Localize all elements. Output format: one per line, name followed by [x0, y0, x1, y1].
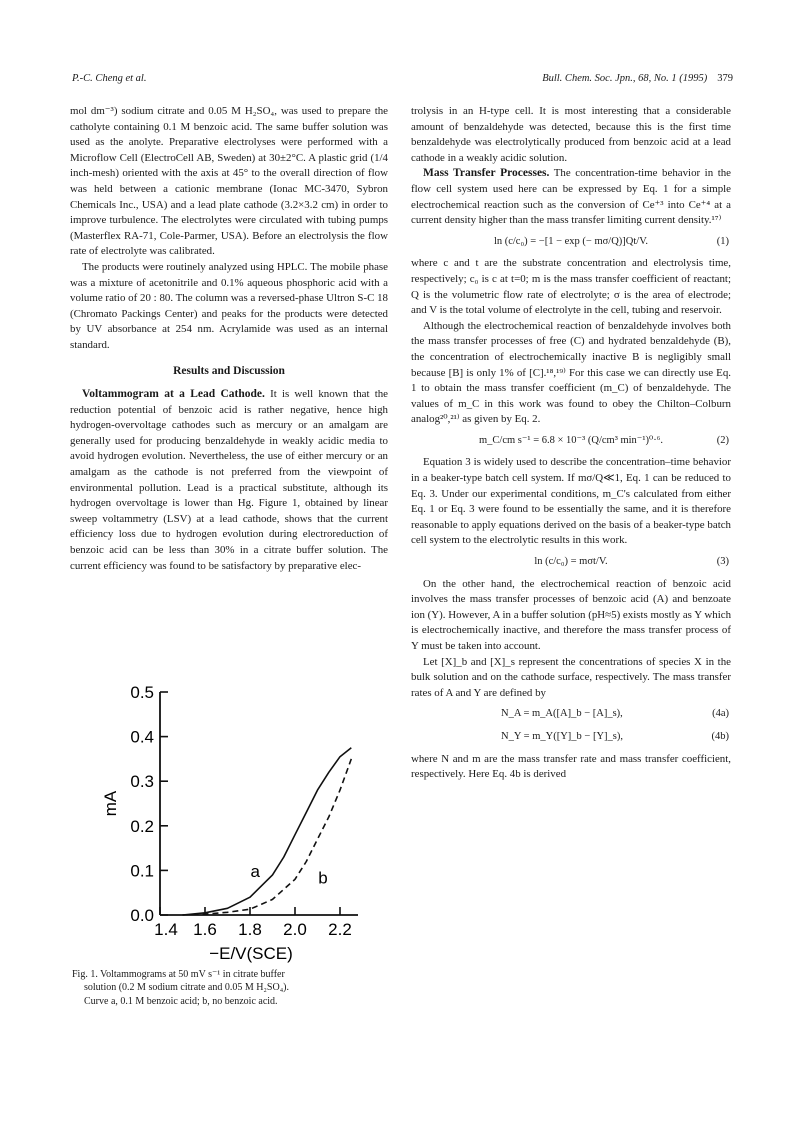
run-in-heading: Mass Transfer Processes.: [423, 167, 550, 180]
x-tick-label: 2.2: [328, 920, 352, 939]
equation-body: m_C/cm s⁻¹ = 6.8 × 10⁻³ (Q/cm³ min⁻¹)⁰·⁶.: [479, 434, 663, 446]
equation-body: ln (c/c₀) = mσt/V.: [534, 556, 608, 568]
x-tick-label: 2.0: [283, 920, 307, 939]
x-tick-label: 1.8: [238, 920, 262, 939]
equation-body: N_Y = m_Y([Y]_b − [Y]_s),: [501, 730, 623, 742]
y-tick-label: 0.3: [130, 772, 154, 792]
paragraph: trolysis in an H-type cell. It is most interesting that a considerable amount of benzaldehyde was detected, because this is the first time benzaldehyde was electrolytically produced from benzoic acid at a lead cathode in a weakly acidic solution.: [411, 105, 731, 164]
paragraph: where c and t are the substrate concentration and electrolysis time, respectively; c₀ is c at t=0; m is the mass transfer coefficient of reactant; Q is the volumetric flow rate of electrolyte; σ is the area of electrode; and V is the total volume of electrolyte in the cell, tubing and reservoir.: [411, 257, 731, 317]
equation-body: N_A = m_A([A]_b − [A]_s),: [501, 708, 623, 720]
series-line-a: [183, 748, 352, 915]
caption-line: Curve a, 0.1 M benzoic acid; b, no benzoic acid.: [84, 995, 278, 1007]
paragraph: [70, 387, 388, 574]
equation-2: [411, 433, 731, 449]
equation-4b: [411, 729, 731, 745]
y-tick-label: 0.2: [130, 816, 154, 836]
series-label: a: [250, 861, 260, 881]
journal-citation: Bull. Chem. Soc. Jpn., 68, No. 1 (1995): [542, 73, 708, 84]
y-tick-label: 0.4: [130, 727, 154, 747]
section-heading: Results and Discussion: [173, 364, 285, 377]
x-axis-label: −E/V(SCE): [209, 944, 293, 963]
y-axis-label: mA: [101, 790, 120, 817]
left-column: [70, 104, 388, 574]
equation-4a: [411, 706, 731, 722]
y-tick-label: 0.5: [130, 683, 154, 702]
equation-number: (3): [716, 556, 729, 568]
running-header-authors: P.-C. Cheng et al.: [72, 73, 147, 84]
paragraph: On the other hand, the electrochemical reaction of benzoic acid involves the mass transfer processes of benzoic acid (A) and benzoate ion (Y). However, A in a buffer solution (pH≈5) exists mostly as Y which is electrochemically inactive, and therefore the mass transfer process of Y must be taken into account.: [411, 577, 732, 652]
voltammogram-chart: [70, 678, 390, 968]
caption-line: Fig. 1. Voltammograms at 50 mV s⁻¹ in citrate buffer: [72, 969, 285, 980]
equation-number: (4a): [712, 708, 729, 720]
paragraph: Equation 3 is widely used to describe the concentration–time behavior in a beaker-type batch cell system. If mσ/Q≪1, Eq. 1 can be reduced to Eq. 3. Under our experimental conditions, m_C's calculated from either Eq. 1 or Eq. 3 were found to be essentially the same, and it is therefore reasonable to apply equations derived on the basis of a beaker-type batch cell system to the electrolytic results in this work.: [411, 456, 731, 547]
paragraph: The products were routinely analyzed using HPLC. The mobile phase was a mixture of acetonitrile and 0.1% aqueous phosphoric acid with a volume ratio of 20 : 80. The column was a reversed-phase Ultron S-C 18 (Chromato Packings Center) and peaks for the products were detected by UV absorbance at 254 nm. Acrylamide was used as an internal standard.: [70, 260, 388, 351]
right-column: [411, 104, 731, 783]
caption-line: solution (0.2 M sodium citrate and 0.05 M H₂SO₄).: [84, 982, 290, 994]
paragraph: Let [X]_b and [X]_s represent the concentrations of species X in the bulk solution and on the cathode surface, respectively. The mass transfer rates of A and Y are defined by: [411, 655, 731, 699]
equation-number: (1): [716, 235, 729, 247]
page-number: 379: [717, 73, 733, 84]
y-tick-label: 0.0: [130, 906, 154, 925]
x-tick-label: 1.6: [193, 920, 217, 939]
paragraph-text: It is well known that the reduction potential of benzoic acid is rather negative, hence high hydrogen-overvoltage cathodes such as mercury or an amalgam are generally used for producing benzaldehyde in weakly acidic media to avoid hydrogen evolution. Nevertheless, the use of either mercury or an amalgam as the cathode is not preferred from the viewpoint of environmental pollution. Lead is a practical substitute, although its hydrogen overvoltage is lower than Hg. Figure 1, obtained by linear sweep voltammetry (LSV) at a lead cathode, shows that the current efficiency loss due to hydrogen evolution during electroreduction of benzoic acid can be less than 30% in a citrate buffer solution. The current efficiency was found to be satisfactory by preparative elec-: [70, 388, 389, 572]
paragraph: [411, 166, 731, 228]
equation-3: [411, 554, 731, 570]
equation-body: ln (c/c₀) = −[1 − exp (− mσ/Q)]Qt/V.: [493, 235, 649, 247]
paragraph: Although the electrochemical reaction of benzaldehyde involves both the mass transfer processes of free (C) and hydrated benzaldehyde (B), the concentration of electrochemically inactive B is negligibly small because [B] is only 1% of [C].¹⁸,¹⁹⁾ For this case we can directly use Eq. 1 to obtain the mass transfer coefficient (m_C) of benzaldehyde. The values of m_C in this work was found to obey the Chilton–Colburn analog²⁰,²¹⁾ as given by Eq. 2.: [411, 319, 731, 426]
equation-1: [411, 234, 731, 250]
x-tick-label: 1.4: [154, 920, 178, 939]
paragraph-text: The concentration-time behavior in the flow cell system used here can be expressed by Eq. 1 for a simple electrochemical reaction such as the conversion of Ce⁺³ into Ce⁺⁴ at a current density higher than the mass transfer limiting current density.¹⁷⁾: [411, 167, 731, 227]
paragraph: mol dm⁻³) sodium citrate and 0.05 M H₂SO₄, was used to prepare the catholyte containing 0.1 M benzoic acid. The same buffer solution was used as the anolyte. Preparative electrolyses were performed with a Microflow Cell (ElectroCell AB, Sweden) at 30±2°C. A plastic grid (1/4 inch-mesh) oriented with the axis at 45° to the overall direction of flow was held between a cationic membrane (Ionac MC-3470, Sybron Chemicals Inc., USA) and a lead plate cathode (3.2×3.2 cm) in order to improve turbulence. The electrolytes were circulated with tubing pumps (Masterflex RA-71, Cole-Parmer, USA). Before an electrolysis the flow rate of electrolyte was calibrated.: [70, 105, 388, 258]
equation-number: (4b): [711, 730, 729, 742]
paragraph: where N and m are the mass transfer rate and mass transfer coefficient, respectively. Here Eq. 4b is derived: [411, 752, 731, 781]
figure-1: [70, 678, 390, 968]
running-header-journal: [495, 73, 733, 84]
equation-number: (2): [716, 434, 729, 446]
series-label: b: [318, 868, 328, 888]
run-in-heading: Voltammogram at a Lead Cathode.: [82, 388, 265, 401]
figure-caption: [72, 968, 390, 1008]
series-line-b: [183, 759, 352, 915]
y-tick-label: 0.1: [130, 861, 154, 881]
